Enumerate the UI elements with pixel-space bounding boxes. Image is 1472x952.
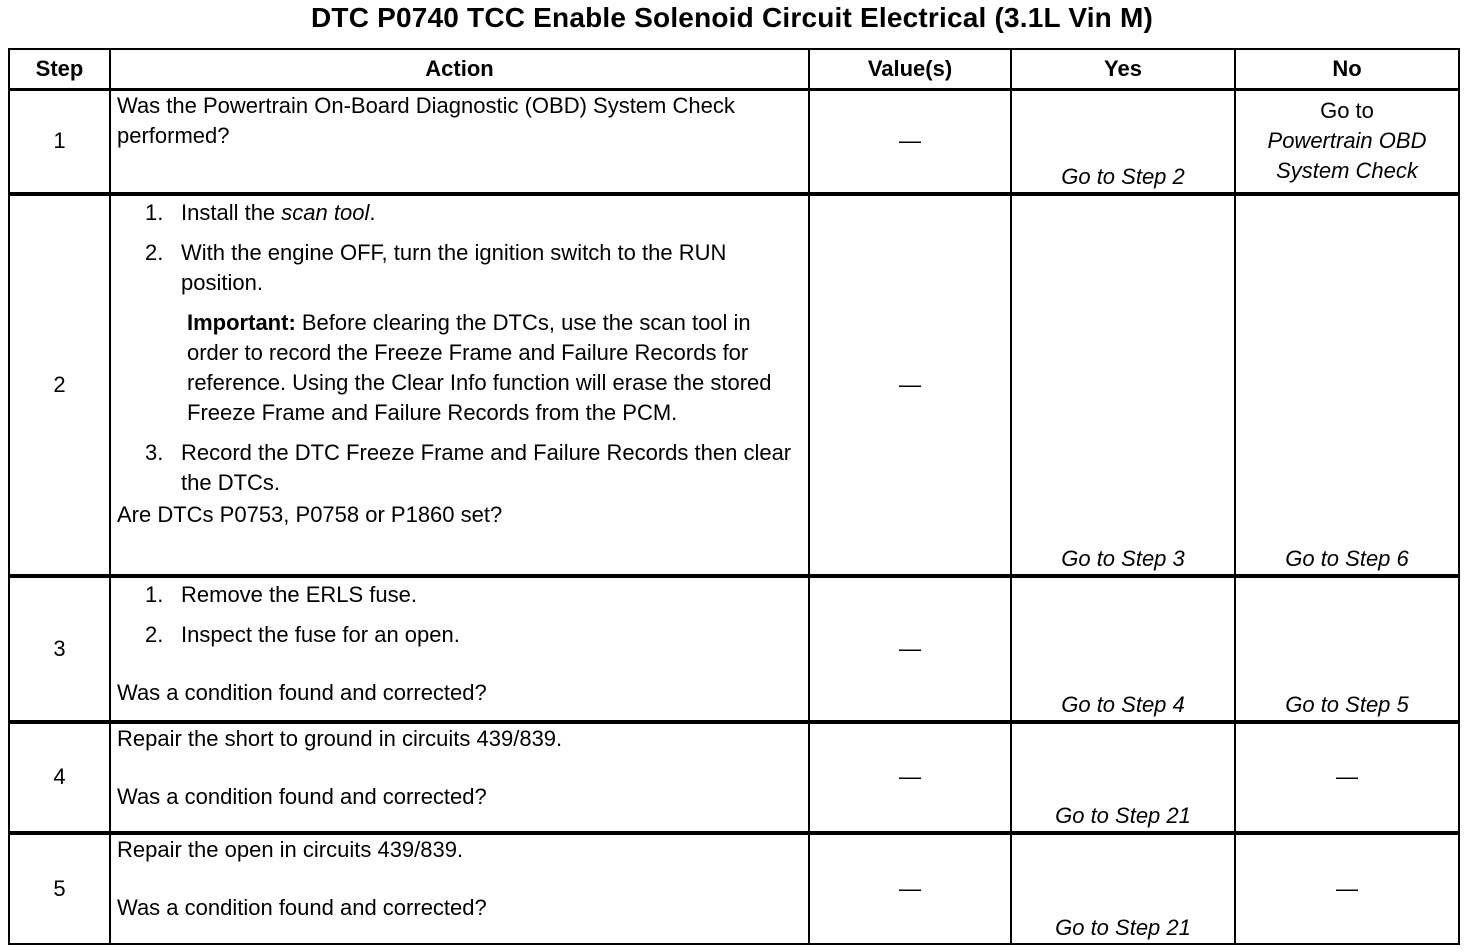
header-values: Value(s) [809, 49, 1011, 90]
action-question: Was a condition found and corrected? [117, 783, 487, 809]
action-question: Was a condition found and corrected? [117, 894, 487, 920]
list-item [145, 438, 802, 498]
no-link[interactable] [1235, 90, 1459, 194]
item-number: 3. [145, 439, 164, 465]
header-yes: Yes [1011, 49, 1235, 90]
spacer [117, 865, 802, 893]
yes-link[interactable]: Go to Step 2 [1011, 90, 1235, 194]
header-no: No [1235, 49, 1459, 90]
list-item [145, 620, 802, 650]
item-number: 2. [145, 621, 164, 647]
list-item [145, 238, 802, 298]
action-question: Was the Powertrain On-Board Diagnostic (OBD) System Check performed? [117, 93, 735, 148]
item-number: 1. [145, 199, 164, 225]
action-cell [110, 194, 809, 576]
yes-link[interactable]: Go to Step 3 [1011, 194, 1235, 576]
page-title: DTC P0740 TCC Enable Solenoid Circuit Electrical (3.1L Vin M) [310, 2, 1154, 33]
action-steps-cont [117, 438, 802, 498]
step-number: 3 [9, 576, 110, 722]
item-text: Remove the ERLS fuse. [181, 581, 418, 607]
action-instruction: Repair the open in circuits 439/839. [117, 836, 464, 862]
value-cell: — [809, 833, 1011, 944]
item-text: Record the DTC Freeze Frame and Failure Records then clear the DTCs. [181, 439, 792, 495]
step-number: 5 [9, 833, 110, 944]
yes-link[interactable]: Go to Step 4 [1011, 576, 1235, 722]
no-line-1: Go to [1320, 98, 1374, 124]
note-text: Before clearing the DTCs, use the scan tool in order to record the Freeze Frame and Failure Records for reference. Using the Clear Info function will erase the stored Freeze Frame and Failure Records from the PCM. [187, 309, 772, 425]
action-steps [117, 580, 802, 650]
action-question: Was a condition found and corrected? [117, 679, 487, 705]
action-question: Are DTCs P0753, P0758 or P1860 set? [117, 501, 503, 527]
table-row [9, 576, 1459, 722]
action-cell [110, 833, 809, 944]
table-row [9, 833, 1459, 944]
item-text: With the engine OFF, turn the ignition switch to the RUN position. [181, 239, 727, 295]
action-cell [110, 576, 809, 722]
value-cell: — [809, 722, 1011, 833]
table-row [9, 90, 1459, 194]
item-text: Install the [181, 199, 282, 225]
no-cell: — [1235, 833, 1459, 944]
value-cell: — [809, 194, 1011, 576]
yes-link[interactable]: Go to Step 21 [1011, 833, 1235, 944]
action-cell [110, 722, 809, 833]
item-number: 2. [145, 239, 164, 265]
value-cell: — [809, 576, 1011, 722]
no-line-3: System Check [1276, 158, 1418, 184]
no-line-2: Powertrain OBD [1267, 128, 1427, 154]
header-step: Step [9, 49, 110, 90]
table-row [9, 194, 1459, 576]
important-note [117, 308, 802, 428]
item-number: 1. [145, 581, 164, 607]
step-number: 2 [9, 194, 110, 576]
action-cell [110, 90, 809, 194]
no-link[interactable]: Go to Step 5 [1235, 576, 1459, 722]
spacer [117, 754, 802, 782]
item-text-end: . [369, 199, 376, 225]
list-item [145, 198, 802, 228]
table-row [9, 722, 1459, 833]
yes-link[interactable]: Go to Step 21 [1011, 722, 1235, 833]
value-cell: — [809, 90, 1011, 194]
item-text: Inspect the fuse for an open. [181, 621, 460, 647]
note-label: Important: [187, 309, 296, 335]
step-number: 1 [9, 90, 110, 194]
no-link[interactable]: Go to Step 6 [1235, 194, 1459, 576]
header-action: Action [110, 49, 809, 90]
item-emphasis: scan tool [281, 199, 370, 225]
step-number: 4 [9, 722, 110, 833]
action-steps [117, 198, 802, 298]
table-header-row [9, 49, 1459, 90]
diagnostic-table [8, 48, 1460, 945]
no-cell: — [1235, 722, 1459, 833]
list-item [145, 580, 802, 610]
action-instruction: Repair the short to ground in circuits 439/839. [117, 725, 563, 751]
